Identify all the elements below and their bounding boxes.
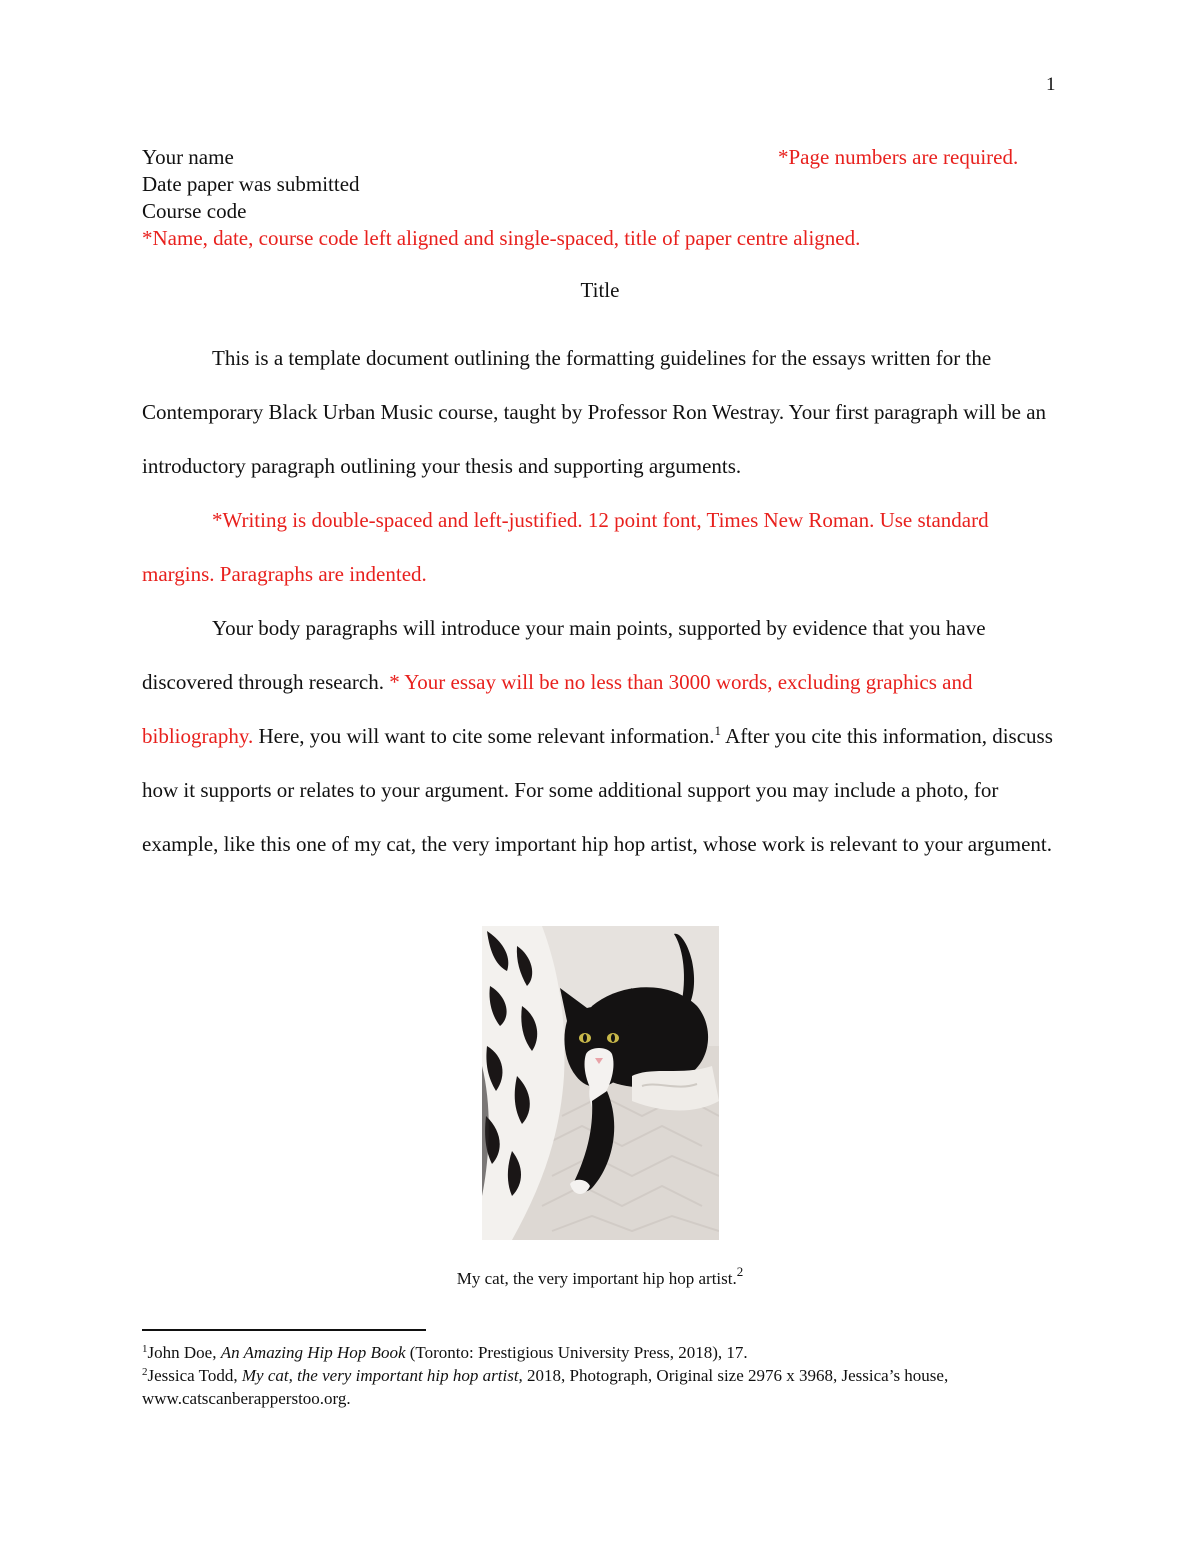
figure-caption (0, 1264, 1200, 1291)
intro-paragraph: This is a template document outlining the formatting guidelines for the essays written for the Contemporary Black Urban Music course, taught by Professor Ron Westray. Your first paragraph will be an introductory paragraph outlining your thesis and supporting arguments. (142, 346, 1047, 478)
footnote-2-number: 2 (142, 1366, 148, 1378)
footnote-1-text: (Toronto: Prestigious University Press, 2018), 17. (405, 1343, 748, 1362)
footnotes (142, 1341, 1062, 1410)
cat-photo-icon (482, 926, 719, 1240)
body-paragraph-text: Your body paragraphs will introduce your main points, supported by evidence that you have discovered through research. (142, 616, 986, 694)
footnote-1-book-title: An Amazing Hip Hop Book (220, 1343, 406, 1362)
footnote-1 (142, 1341, 1062, 1364)
cat-photo (482, 926, 719, 1240)
formatting-note-paragraph: *Writing is double-spaced and left-justified. 12 point font, Times New Roman. Use standard margins. Paragraphs are indented. (142, 508, 989, 586)
footnote-2-text: Jessica Todd, (147, 1366, 242, 1385)
figure-caption-text: My cat, the very important hip hop artist. (456, 1269, 737, 1288)
submission-date: Date paper was submitted (142, 172, 360, 196)
header-format-note: *Name, date, course code left aligned and single-spaced, title of paper centre aligned. (142, 226, 861, 250)
footnote-1-text: John Doe, (147, 1343, 221, 1362)
footnote-2 (142, 1364, 1062, 1410)
body-paragraph-text: Here, you will want to cite some relevant information. (253, 724, 715, 748)
author-name: Your name (142, 145, 234, 169)
footnote-2-text: 2018, Photograph, Original size 2976 x 3968, Jessica’s house, www.catscanberapperstoo.org. (142, 1366, 949, 1408)
page-number: 1 (1046, 74, 1056, 95)
footnote-divider (142, 1329, 426, 1331)
word-count-note: * Your essay will be no less than 3000 words, excluding graphics and bibliography. (142, 670, 973, 748)
footnote-ref-1[interactable]: 1 (714, 723, 722, 738)
footnote-ref-2[interactable]: 2 (736, 1264, 744, 1279)
page-number-note: *Page numbers are required. (778, 145, 1019, 169)
footnote-2-work-title: My cat, the very important hip hop artist, (241, 1366, 523, 1385)
footnote-1-number: 1 (142, 1343, 148, 1355)
body-text (142, 331, 1062, 871)
course-code: Course code (142, 199, 247, 223)
paper-title: Title (580, 278, 620, 302)
body-paragraph-text: After you cite this information, discuss how it supports or relates to your argument. For some additional support you may include a photo, for example, like this one of my cat, the very important hip hop artist, whose work is relevant to your argument. (142, 724, 1053, 856)
body-paragraph (142, 601, 1062, 871)
